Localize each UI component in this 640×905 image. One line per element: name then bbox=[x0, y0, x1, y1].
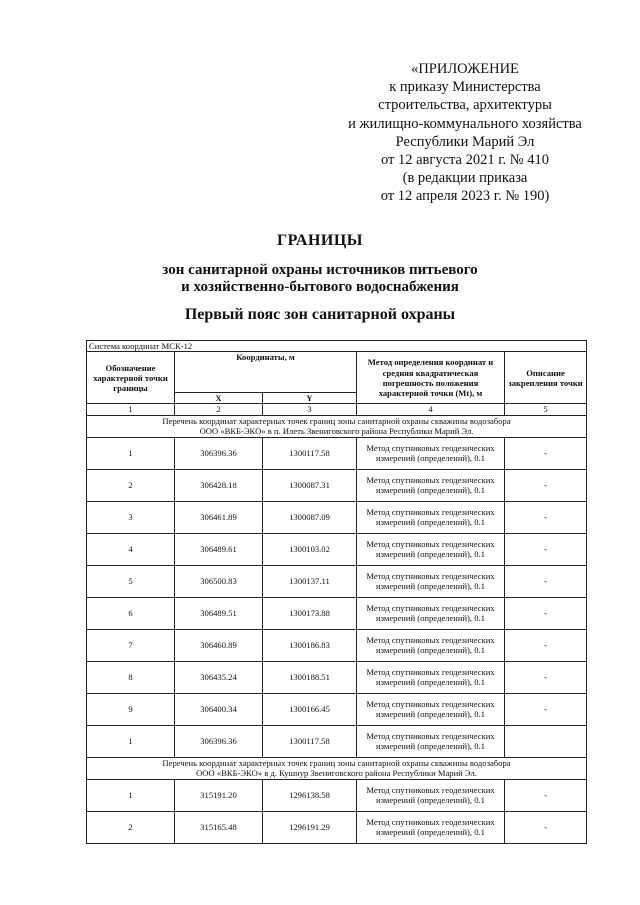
table-row bbox=[87, 693, 587, 725]
document-title: ГРАНИЦЫ bbox=[276, 232, 363, 249]
cell-x: 306489.61 bbox=[175, 533, 263, 565]
table-row bbox=[87, 437, 587, 469]
cell-y: 1300137.11 bbox=[263, 565, 357, 597]
cell-method: Метод спутниковых геодезических измерений (определений), 0.1 bbox=[357, 779, 505, 811]
cell-method: Метод спутниковых геодезических измерений (определений), 0.1 bbox=[357, 693, 505, 725]
table-row bbox=[87, 779, 587, 811]
cell-y: 1296138.58 bbox=[263, 779, 357, 811]
header-method: Метод определения координат и средняя квадратическая погрешность положения характерной точки (Mt), м bbox=[357, 352, 505, 404]
cell-y: 1300173.88 bbox=[263, 597, 357, 629]
appendix-line: от 12 апреля 2023 г. № 190) bbox=[380, 188, 550, 205]
header-y: Y bbox=[263, 393, 357, 404]
appendix-line: Республики Марий Эл bbox=[395, 133, 535, 150]
cell-fixing: - bbox=[505, 469, 587, 501]
cell-point: 3 bbox=[87, 501, 175, 533]
column-number: 5 bbox=[505, 404, 587, 415]
header-row bbox=[87, 352, 587, 393]
cell-fixing: - bbox=[505, 779, 587, 811]
cell-fixing: - bbox=[505, 661, 587, 693]
cell-x: 306428.18 bbox=[175, 469, 263, 501]
cell-point: 9 bbox=[87, 693, 175, 725]
table-row bbox=[87, 725, 587, 757]
header-coords: Координаты, м bbox=[175, 352, 357, 393]
cell-method: Метод спутниковых геодезических измерений (определений), 0.1 bbox=[357, 437, 505, 469]
cell-fixing: - bbox=[505, 437, 587, 469]
cell-y: 1300166.45 bbox=[263, 693, 357, 725]
table-row bbox=[87, 565, 587, 597]
zone-heading: Первый пояс зон санитарной охраны bbox=[184, 306, 456, 323]
cell-method: Метод спутниковых геодезических измерений (определений), 0.1 bbox=[357, 661, 505, 693]
cell-point: 8 bbox=[87, 661, 175, 693]
section-caption-row bbox=[87, 757, 587, 779]
cell-x: 315191.20 bbox=[175, 779, 263, 811]
cell-method: Метод спутниковых геодезических измерений (определений), 0.1 bbox=[357, 629, 505, 661]
cell-x: 306489.51 bbox=[175, 597, 263, 629]
cell-method: Метод спутниковых геодезических измерений (определений), 0.1 bbox=[357, 565, 505, 597]
cell-point: 1 bbox=[87, 437, 175, 469]
table-row bbox=[87, 501, 587, 533]
cell-x: 306396.36 bbox=[175, 437, 263, 469]
cell-x: 306461.89 bbox=[175, 501, 263, 533]
section-caption-line: Перечень координат характерных точек границ зоны санитарной охраны скважины водозабора bbox=[162, 415, 511, 426]
cell-point: 7 bbox=[87, 629, 175, 661]
cell-fixing: - bbox=[505, 533, 587, 565]
table-row bbox=[87, 811, 587, 843]
section-caption-line: Перечень координат характерных точек границ зоны санитарной охраны скважины водозабора bbox=[162, 757, 511, 768]
cell-y: 1300117.58 bbox=[263, 725, 357, 757]
table-row bbox=[87, 533, 587, 565]
cell-fixing: - bbox=[505, 811, 587, 843]
coordinate-system: Система координат МСК-12 bbox=[87, 341, 587, 352]
document-subtitle bbox=[0, 262, 640, 296]
cell-x: 306435.24 bbox=[175, 661, 263, 693]
cell-x: 306400.34 bbox=[175, 693, 263, 725]
cell-fixing bbox=[505, 725, 587, 757]
table-row bbox=[87, 597, 587, 629]
cell-fixing: - bbox=[505, 597, 587, 629]
cell-y: 1296191.29 bbox=[263, 811, 357, 843]
appendix-header bbox=[300, 60, 630, 206]
cell-y: 1300186.83 bbox=[263, 629, 357, 661]
cell-point: 1 bbox=[87, 779, 175, 811]
cell-method: Метод спутниковых геодезических измерений (определений), 0.1 bbox=[357, 597, 505, 629]
cell-fixing: - bbox=[505, 629, 587, 661]
cell-x: 306396.36 bbox=[175, 725, 263, 757]
cell-x: 306500.83 bbox=[175, 565, 263, 597]
appendix-line: (в редакции приказа bbox=[402, 170, 528, 187]
coordinates-table bbox=[86, 340, 587, 844]
header-fixing: Описание закрепления точки bbox=[505, 352, 587, 404]
section-caption-row bbox=[87, 415, 587, 437]
cell-x: 315165.48 bbox=[175, 811, 263, 843]
cell-point: 5 bbox=[87, 565, 175, 597]
coordinate-system-row bbox=[87, 341, 587, 352]
subtitle-line: и хозяйственно-бытового водоснабжения bbox=[181, 279, 459, 295]
cell-point: 2 bbox=[87, 469, 175, 501]
appendix-line: «ПРИЛОЖЕНИЕ bbox=[411, 61, 519, 77]
cell-fixing: - bbox=[505, 501, 587, 533]
table-row bbox=[87, 629, 587, 661]
column-number: 2 bbox=[175, 404, 263, 415]
header-point: Обозначение характерной точки границы bbox=[87, 352, 175, 404]
section-caption bbox=[87, 757, 587, 779]
cell-y: 1300117.58 bbox=[263, 437, 357, 469]
cell-method: Метод спутниковых геодезических измерений (определений), 0.1 bbox=[357, 725, 505, 757]
cell-y: 1300103.02 bbox=[263, 533, 357, 565]
cell-y: 1300188.51 bbox=[263, 661, 357, 693]
cell-fixing: - bbox=[505, 693, 587, 725]
column-number: 4 bbox=[357, 404, 505, 415]
cell-point: 1 bbox=[87, 725, 175, 757]
table-row bbox=[87, 469, 587, 501]
column-number: 3 bbox=[263, 404, 357, 415]
appendix-line: и жилищно-коммунального хозяйства bbox=[348, 115, 582, 132]
appendix-line: от 12 августа 2021 г. № 410 bbox=[380, 152, 550, 169]
table-row bbox=[87, 661, 587, 693]
cell-point: 2 bbox=[87, 811, 175, 843]
cell-y: 1300087.31 bbox=[263, 469, 357, 501]
section-caption-line: ООО «ВКБ-ЭКО» в п. Илеть Звениговского района Республики Марий Эл. bbox=[199, 426, 474, 437]
cell-method: Метод спутниковых геодезических измерений (определений), 0.1 bbox=[357, 811, 505, 843]
cell-point: 6 bbox=[87, 597, 175, 629]
cell-point: 4 bbox=[87, 533, 175, 565]
cell-y: 1300087.09 bbox=[263, 501, 357, 533]
cell-method: Метод спутниковых геодезических измерений (определений), 0.1 bbox=[357, 533, 505, 565]
column-number: 1 bbox=[87, 404, 175, 415]
cell-x: 306460.89 bbox=[175, 629, 263, 661]
cell-method: Метод спутниковых геодезических измерений (определений), 0.1 bbox=[357, 469, 505, 501]
section-caption-line: ООО «ВКБ-ЭКО» в д. Кушнур Звениговского района Республики Марий Эл. bbox=[196, 768, 477, 779]
section-caption bbox=[87, 415, 587, 437]
subtitle-line: зон санитарной охраны источников питьевого bbox=[162, 262, 478, 278]
cell-fixing: - bbox=[505, 565, 587, 597]
cell-method: Метод спутниковых геодезических измерений (определений), 0.1 bbox=[357, 501, 505, 533]
header-x: X bbox=[175, 393, 263, 404]
column-number-row bbox=[87, 404, 587, 415]
appendix-line: к приказу Министерства bbox=[389, 79, 541, 96]
appendix-line: строительства, архитектуры bbox=[378, 97, 552, 114]
